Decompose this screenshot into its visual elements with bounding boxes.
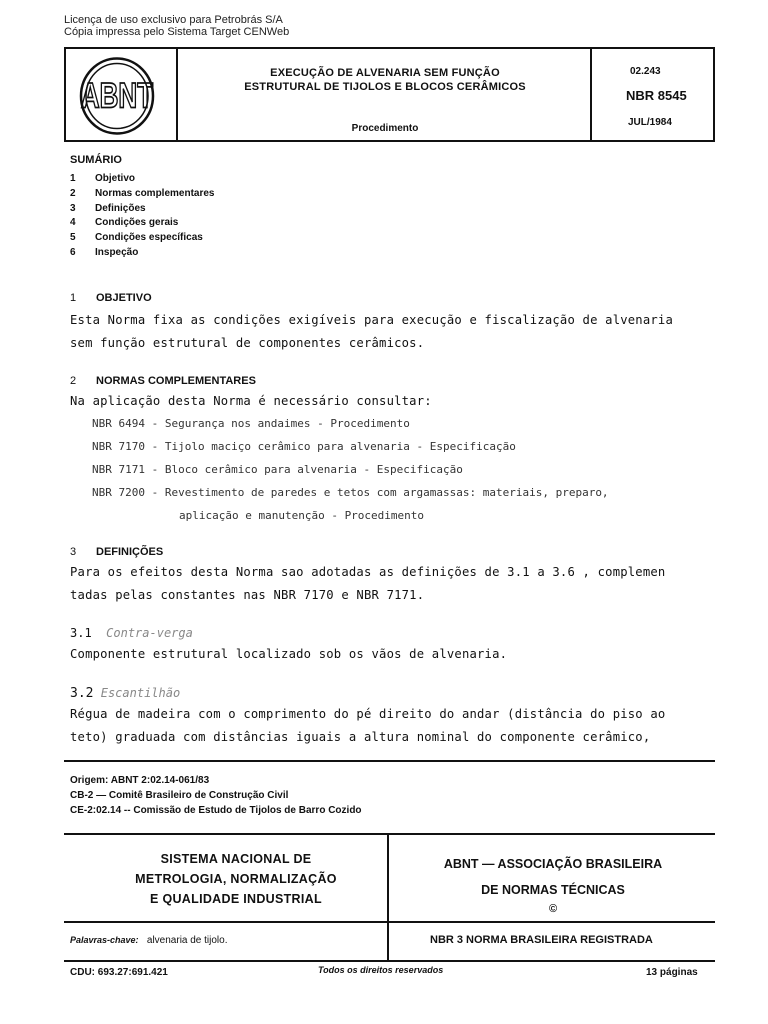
keywords (70, 935, 228, 946)
abnt-line-2: DE NORMAS TÉCNICAS (481, 883, 625, 897)
abnt-line-1: ABNT — ASSOCIAÇÃO BRASILEIRA (443, 857, 663, 871)
reference-item: NBR 7171 - Bloco cerâmico para alvenaria - Especificação (92, 463, 463, 476)
document-title (180, 66, 590, 94)
subsection-3-2-line-1: Régua de madeira com o comprimento do pé direito do andar (distância do piso ao (70, 707, 666, 721)
abnt-block (398, 851, 708, 915)
document-code: 02.243 (630, 66, 661, 77)
origin-block (70, 773, 362, 818)
sinmetro-line-2: METROLOGIA, NORMALIZAÇÃO (135, 872, 337, 886)
origin-line-2: CB-2 — Comitê Brasileiro de Construção Civil (70, 790, 289, 801)
license-line-1: Licença de uso exclusivo para Petrobrás S/A (64, 14, 283, 26)
origin-line-1: Origem: ABNT 2:02.14-061/83 (70, 775, 210, 786)
copyright-symbol: © (548, 903, 558, 915)
keywords-value: alvenaria de tijolo. (146, 935, 228, 946)
document-type: Procedimento (351, 123, 419, 134)
sinmetro-line-1: SISTEMA NACIONAL DE (160, 852, 312, 866)
title-line-1: EXECUÇÃO DE ALVENARIA SEM FUNÇÃO (270, 67, 500, 79)
subsection-3-1-text: Componente estrutural localizado sob os vãos de alvenaria. (70, 647, 508, 661)
document-date: JUL/1984 (628, 117, 672, 128)
summary-title: SUMÁRIO (70, 154, 122, 166)
section-2-heading: 2 NORMAS COMPLEMENTARES (70, 375, 256, 387)
section-3-line-1: Para os efeitos desta Norma sao adotadas as definições de 3.1 a 3.6 , complemen (70, 565, 666, 579)
section-1-line-1: Esta Norma fixa as condições exigíveis para execução e fiscalização de alvenaria (70, 313, 673, 327)
header-divider-right (590, 47, 592, 142)
summary-item: 1 Objetivo (70, 173, 136, 184)
abnt-logo (78, 56, 156, 136)
section-1-line-2: sem função estrutural de componentes cerâmicos. (70, 336, 425, 350)
reference-item: NBR 6494 - Segurança nos andaimes - Procedimento (92, 417, 410, 430)
section-1-heading: 1 OBJETIVO (70, 292, 152, 304)
section-1-text (70, 309, 673, 355)
summary-item: 4 Condições gerais (70, 217, 179, 229)
sinmetro-block (96, 849, 376, 909)
bottom-divider (64, 960, 715, 962)
sinmetro-line-3: E QUALIDADE INDUSTRIAL (150, 892, 322, 906)
registered-norm: NBR 3 NORMA BRASILEIRA REGISTRADA (430, 934, 653, 946)
subsection-3-2-heading: 3.2 Escantilhão (70, 686, 181, 701)
subsection-3-2-line-2: teto) graduada com distâncias iguais a altura nominal do componente cerâmico, (70, 730, 651, 744)
origin-divider (64, 760, 715, 762)
summary-item: 2 Normas complementares (70, 187, 215, 199)
license-note (64, 14, 289, 38)
reference-item: NBR 7170 - Tijolo maciço cerâmico para alvenaria - Especificação (92, 440, 516, 453)
summary-item: 5 Condições específicas (70, 232, 203, 244)
section-2-intro: Na aplicação desta Norma é necessário consultar: (70, 394, 432, 408)
cdu-code: CDU: 693.27:691.421 (70, 967, 168, 978)
reference-item: NBR 7200 - Revestimento de paredes e tetos com argamassas: materiais, preparo, (92, 486, 609, 499)
rights-reserved: Todos os direitos reservados (318, 965, 444, 975)
subsection-3-2-text (70, 703, 665, 749)
origin-line-3: CE-2:02.14 -- Comissão de Estudo de Tijolos de Barro Cozido (70, 805, 362, 816)
section-3-heading: 3 DEFINIÇÕES (70, 546, 164, 558)
footer-divider (387, 833, 389, 961)
summary-item: 3 Definições (70, 202, 146, 214)
logo-lettering: ABNT (80, 75, 154, 116)
summary-item: 6 Inspeção (70, 246, 139, 258)
header-divider-left (176, 47, 178, 142)
subsection-3-1-heading: 3.1 Contra-verga (70, 626, 193, 640)
summary-list (70, 172, 215, 261)
page-count: 13 páginas (646, 967, 698, 978)
reference-item-continued: aplicação e manutenção - Procedimento (179, 509, 425, 522)
section-3-text (70, 561, 665, 607)
license-line-2: Cópia impressa pelo Sistema Target CENWeb (64, 26, 290, 38)
section-3-line-2: tadas pelas constantes nas NBR 7170 e NBR 7171. (70, 588, 425, 602)
nbr-number: NBR 8545 (626, 88, 687, 103)
reference-list (92, 412, 609, 527)
keywords-label: Palavras-chave: (70, 935, 139, 945)
title-line-2: ESTRUTURAL DE TIJOLOS E BLOCOS CERÂMICOS (244, 81, 526, 93)
